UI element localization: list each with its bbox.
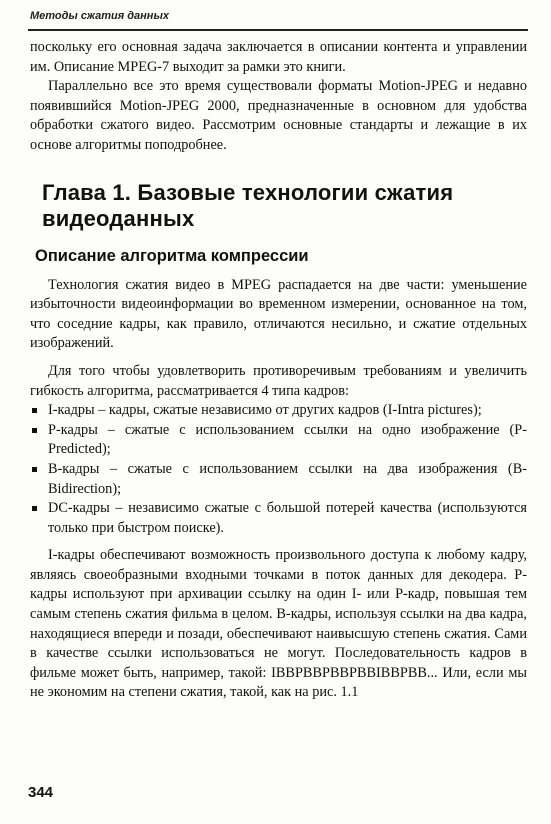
list-item <box>30 460 527 499</box>
list-item <box>30 401 527 421</box>
section-title: Описание алгоритма компрессии <box>35 246 309 265</box>
frame-types-list <box>30 401 527 538</box>
list-item-text: DC-кадры – независимо сжатые с большой потерей качества (используются только при быстром поиске). <box>48 500 527 536</box>
bullet-icon <box>32 467 37 472</box>
list-item <box>30 499 527 538</box>
bullet-icon <box>32 428 37 433</box>
section-paragraph-2: Для того чтобы удовлетворить противоречивым требованиям и увеличить гибкость алгоритма, рассматривается 4 типа кадров: <box>30 362 527 399</box>
list-item-text: B-кадры – сжатые с использованием ссылки на два изображения (B-Bidirection); <box>48 460 527 497</box>
page-body <box>30 38 527 703</box>
list-item-text: P-кадры – сжатые с использованием ссылки на одно изображение (P-Predicted); <box>48 421 527 458</box>
section-paragraph-1: Технология сжатия видео в MPEG распадается на две части: уменьшение избыточности видеоинформации во временном измерении, основанное на том, что соседние кадры, как правило, отличаются несильно, и сжатие отдельных изображений. <box>30 276 527 352</box>
page-number: 344 <box>28 784 54 801</box>
bullet-icon <box>32 408 37 413</box>
list-item <box>30 421 527 460</box>
intro-paragraph-2: Параллельно все это время существовали форматы Motion-JPEG и недавно появившийся Motion-JPEG 2000, предназначенные в основном для удобства обработки сжатого видео. Рассмотрим основные стандарты и лежащие в их основе алгоритмы поподробнее. <box>30 78 527 153</box>
bullet-icon <box>32 506 37 511</box>
intro-paragraph-1: поскольку его основная задача заключается в описании контента и управлении им. Описание MPEG-7 выходит за рамки это книги. <box>30 39 527 75</box>
section-paragraph-3: I-кадры обеспечивают возможность произвольного доступа к любому кадру, являясь своеобразными входными точками в поток данных для декодера. P-кадры используют при архивации ссылку на один I- или P-кадр, повышая тем самым степень сжатия фильма в целом. B-кадры, используя ссылки на два кадра, находящиеся впереди и позади, обеспечивают наивысшую степень сжатия. Сами в качестве ссылки использоваться не могут. Последовательность кадров в фильме может быть, например, такой: IBBPBBPBBPBBIBBPBB... Или, если мы не экономим на степени сжатия, такой, как на рис. 1.1 <box>30 547 527 701</box>
running-title: Методы сжатия данных <box>30 10 169 22</box>
list-item-text: I-кадры – кадры, сжатые независимо от других кадров (I-Intra pictures); <box>48 402 482 419</box>
header-rule <box>28 29 528 31</box>
chapter-title: Глава 1. Базовые технологии сжатия видеоданных <box>42 179 454 231</box>
